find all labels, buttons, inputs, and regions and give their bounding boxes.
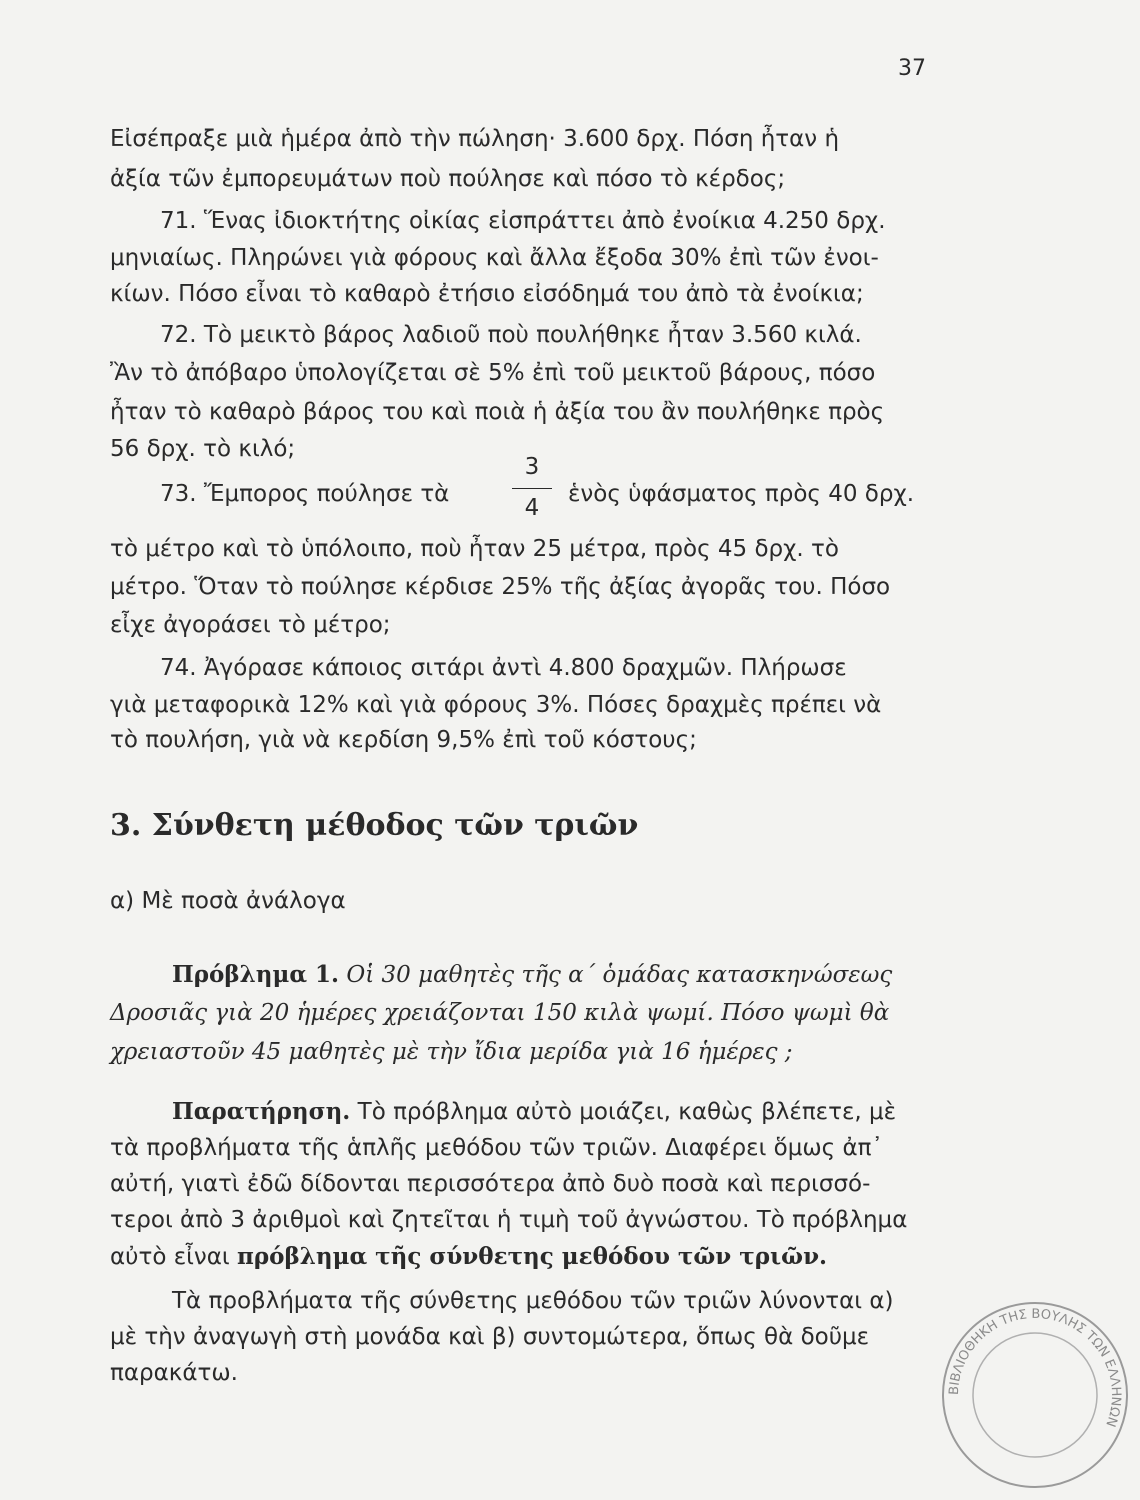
fraction-denominator: 4: [524, 495, 540, 521]
observation-text: Τὸ πρόβλημα αὐτὸ μοιάζει, καθὼς βλέπετε, μὲ: [357, 1099, 897, 1125]
observation-line: τεροι ἀπὸ 3 ἀριθμοὶ καὶ ζητεῖται ἡ τιμὴ τοῦ ἀγνώστου. Τὸ πρόβλημα: [110, 1207, 908, 1233]
problem-1-label: Πρόβλημα 1.: [172, 961, 340, 988]
text-line: εἶχε ἀγοράσει τὸ μέτρο;: [110, 612, 391, 638]
observation-line: αὐτή, γιατὶ ἐδῶ δίδονται περισσότερα ἀπὸ δυὸ ποσὰ καὶ περισσό-: [110, 1171, 871, 1197]
observation-line: [110, 1245, 940, 1269]
stamp-text-path: ΒΙΒΛΙΟΘΗΚΗ ΤΗΣ ΒΟΥΛΗΣ ΤΩΝ ΕΛΛΗΝΩΝ: [946, 1306, 1124, 1429]
subheading: α) Μὲ ποσὰ ἀνάλογα: [110, 888, 346, 914]
text-line: Εἰσέπραξε μιὰ ἡμέρα ἀπὸ τὴν πώληση· 3.600 δρχ. Πόση ἦταν ἡ: [110, 126, 840, 152]
page-number: 37: [898, 56, 926, 81]
library-stamp: [930, 1290, 1140, 1500]
closing-line: μὲ τὴν ἀναγωγὴ στὴ μονάδα καὶ β) συντομώτερα, ὅπως θὰ δοῦμε: [110, 1324, 870, 1350]
observation-label: Παρατήρηση.: [172, 1098, 351, 1125]
text-line: μέτρο. Ὅταν τὸ πούλησε κέρδισε 25% τῆς ἀξίας ἀγορᾶς του. Πόσο: [110, 574, 891, 600]
problem-1-line: [172, 963, 962, 987]
text-line: κίων. Πόσο εἶναι τὸ καθαρὸ ἐτήσιο εἰσόδημά του ἀπὸ τὰ ἐνοίκια;: [110, 281, 864, 307]
fraction-three-quarters: [512, 456, 552, 520]
problem-71-line: 71. Ἕνας ἰδιοκτήτης οἰκίας εἰσπράττει ἀπὸ ἐνοίκια 4.250 δρχ.: [160, 208, 886, 234]
stamp-outer-ring: [943, 1303, 1127, 1487]
problem-74-line: 74. Ἀγόρασε κάποιος σιτάρι ἀντὶ 4.800 δραχμῶν. Πλήρωσε: [160, 655, 847, 681]
text-line: ἀξία τῶν ἐμπορευμάτων ποὺ πούλησε καὶ πόσο τὸ κέρδος;: [110, 166, 786, 192]
closing-line: παρακάτω.: [110, 1360, 238, 1386]
text-line: μηνιαίως. Πληρώνει γιὰ φόρους καὶ ἄλλα ἔξοδα 30% ἐπὶ τῶν ἐνοι-: [110, 245, 879, 271]
problem-1-text: Οἱ 30 μαθητὲς τῆς α΄ ὁμάδας κατασκηνώσεως: [346, 962, 893, 988]
stamp-inner-ring: [973, 1333, 1097, 1457]
problem-1-line: χρειαστοῦν 45 μαθητὲς μὲ τὴν ἴδια μερίδα γιὰ 16 ἡμέρες ;: [110, 1039, 793, 1065]
problem-1-line: Δροσιᾶς γιὰ 20 ἡμέρες χρειάζονται 150 κιλὰ ψωμί. Πόσο ψωμὶ θὰ: [110, 1000, 890, 1026]
closing-line: Τὰ προβλήματα τῆς σύνθετης μεθόδου τῶν τριῶν λύνονται α): [172, 1288, 894, 1314]
text-line: ἦταν τὸ καθαρὸ βάρος του καὶ ποιὰ ἡ ἀξία του ἂν πουλήθηκε πρὸς: [110, 399, 885, 425]
text-line: γιὰ μεταφορικὰ 12% καὶ γιὰ φόρους 3%. Πόσες δραχμὲς πρέπει νὰ: [110, 692, 882, 718]
text-line: τὸ μέτρο καὶ τὸ ὑπόλοιπο, ποὺ ἦταν 25 μέτρα, πρὸς 45 δρχ. τὸ: [110, 536, 839, 562]
text-line: Ἂν τὸ ἀπόβαρο ὑπολογίζεται σὲ 5% ἐπὶ τοῦ μεικτοῦ βάρους, πόσο: [110, 360, 876, 386]
problem-73-line-end: ἑνὸς ὑφάσματος πρὸς 40 δρχ.: [568, 481, 915, 507]
text-line: τὸ πουλήση, γιὰ νὰ κερδίση 9,5% ἐπὶ τοῦ κόστους;: [110, 727, 697, 753]
fraction-numerator: 3: [524, 454, 540, 480]
problem-73-line-start: 73. Ἔμπορος πούλησε τὰ: [160, 481, 450, 507]
observation-bold-phrase: πρόβλημα τῆς σύνθετης μεθόδου τῶν τριῶν.: [237, 1243, 828, 1270]
section-heading: 3. Σύνθετη μέθοδος τῶν τριῶν: [110, 808, 639, 843]
text-line: 56 δρχ. τὸ κιλό;: [110, 436, 296, 462]
observation-text: αὐτὸ εἶναι: [110, 1244, 230, 1270]
fraction-bar: [512, 488, 552, 489]
observation-line: τὰ προβλήματα τῆς ἁπλῆς μεθόδου τῶν τριῶν. Διαφέρει ὅμως ἀπ᾿: [110, 1135, 883, 1161]
observation-line: [172, 1100, 962, 1124]
stamp-text: [947, 1307, 1123, 1429]
problem-72-line: 72. Τὸ μεικτὸ βάρος λαδιοῦ ποὺ πουλήθηκε ἦταν 3.560 κιλά.: [160, 322, 862, 348]
